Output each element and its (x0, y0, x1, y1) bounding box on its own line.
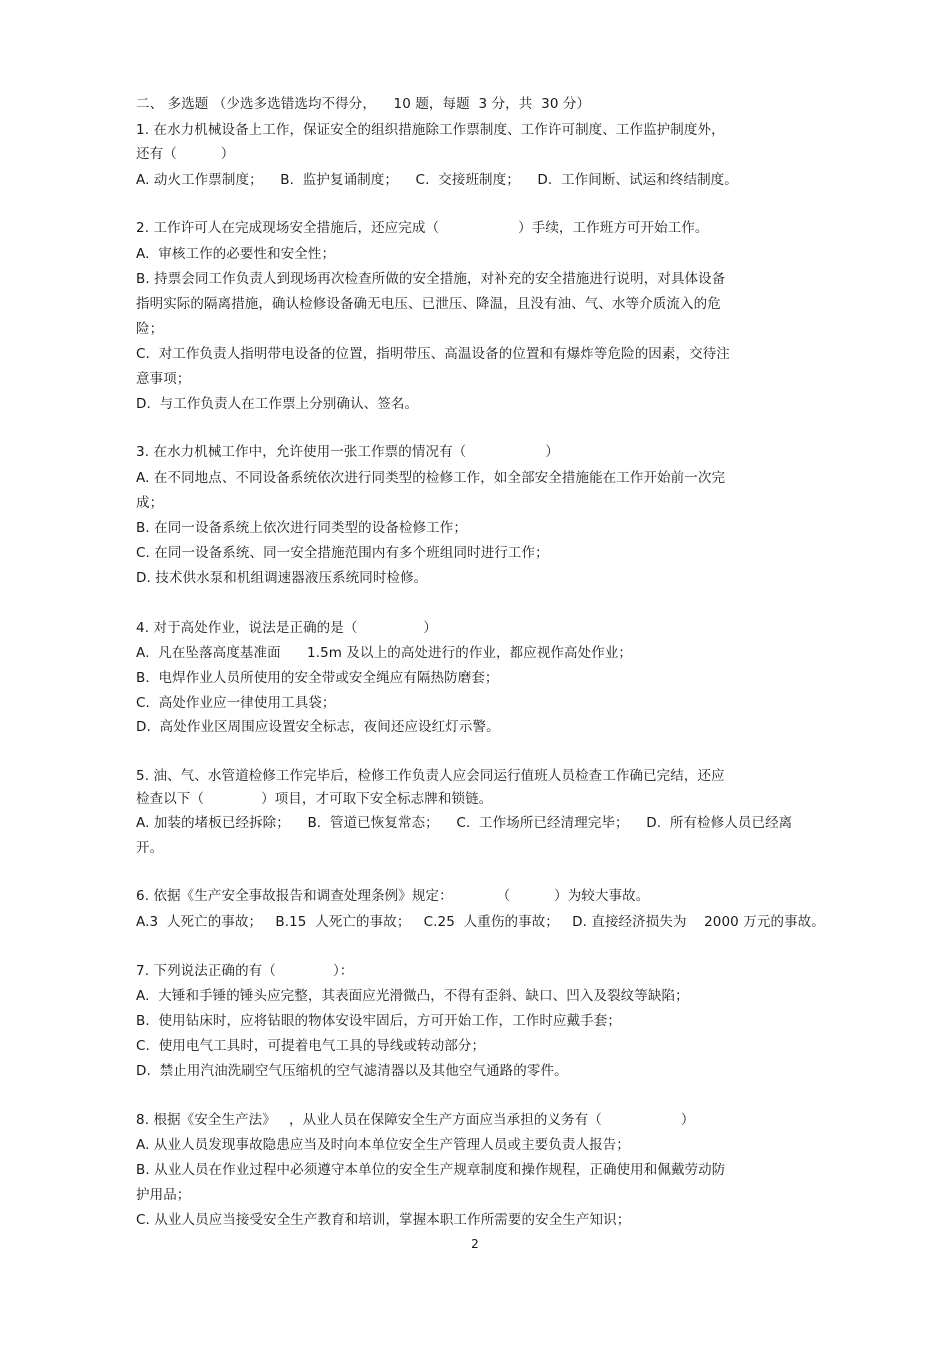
question-2-option-b-line-1: B. 持票会同工作负责人到现场再次检查所做的安全措施，对补充的安全措施进行说明，对具体设备 (136, 271, 726, 287)
question-2-option-a: A. 审核工作的必要性和安全性； (136, 246, 336, 262)
question-3-option-a-line-2: 成； (136, 495, 164, 511)
question-4-option-d: D. 高处作业区周围应设置安全标志，夜间还应设红灯示警。 (136, 719, 500, 735)
question-4-option-b: B. 电焊作业人员所使用的安全带或安全绳应有隔热防磨套； (136, 670, 499, 686)
question-4-stem: 4. 对于高处作业，说法是正确的是（ ） (136, 620, 437, 636)
question-2-option-d: D. 与工作负责人在工作票上分别确认、签名。 (136, 396, 419, 412)
question-7-option-d: D. 禁止用汽油洗刷空气压缩机的空气滤清器以及其他空气通路的零件。 (136, 1063, 568, 1079)
question-1-stem-line-1: 1. 在水力机械设备上工作，保证安全的组织措施除工作票制度、工作许可制度、工作监护制度外， (136, 122, 725, 138)
question-5-options-line-1: A. 加装的堵板已经拆除； B. 管道已恢复常态； C. 工作场所已经清理完毕； D. 所有检修人员已经离 (136, 815, 793, 831)
question-2-option-c-line-2: 意事项； (136, 371, 191, 387)
question-8-option-c: C. 从业人员应当接受安全生产教育和培训，掌握本职工作所需要的安全生产知识； (136, 1212, 631, 1228)
question-5-options-line-2: 开。 (136, 840, 164, 856)
question-2-option-b-line-2: 指明实际的隔离措施，确认检修设备确无电压、已泄压、降温，且没有油、气、水等介质流入的危 (136, 296, 721, 312)
question-3-option-b: B. 在同一设备系统上依次进行同类型的设备检修工作； (136, 520, 467, 536)
question-3-option-c: C. 在同一设备系统、同一安全措施范围内有多个班组同时进行工作； (136, 545, 549, 561)
question-7-option-b: B. 使用钻床时，应将钻眼的物体安设牢固后，方可开始工作，工作时应戴手套； (136, 1013, 621, 1029)
question-2-option-c-line-1: C. 对工作负责人指明带电设备的位置，指明带压、高温设备的位置和有爆炸等危险的因素，交待注 (136, 346, 730, 362)
question-3-option-a-line-1: A. 在不同地点、不同设备系统依次进行同类型的检修工作，如全部安全措施能在工作开始前一次完 (136, 470, 726, 486)
question-8-option-b-line-1: B. 从业人员在作业过程中必须遵守本单位的安全生产规章制度和操作规程，正确使用和佩戴劳动防 (136, 1162, 726, 1178)
question-2-option-b-line-3: 险； (136, 321, 164, 337)
question-6-options: A.3 人死亡的事故； B.15 人死亡的事故； C.25 人重伤的事故； D. 直接经济损失为 2000 万元的事故。 (136, 914, 825, 930)
question-7-option-c: C. 使用电气工具时，可提着电气工具的导线或转动部分； (136, 1038, 486, 1054)
question-8-stem: 8. 根据《安全生产法》 ，从业人员在保障安全生产方面应当承担的义务有（ ） (136, 1112, 695, 1128)
question-4-option-a: A. 凡在坠落高度基准面 1.5m 及以上的高处进行的作业，都应视作高处作业； (136, 645, 633, 661)
question-7-stem: 7. 下列说法正确的有（ ）： (136, 963, 354, 979)
question-8-option-a: A. 从业人员发现事故隐患应当及时向本单位安全生产管理人员或主要负责人报告； (136, 1137, 630, 1153)
section-heading: 二、 多选题 （少选多选错选均不得分， 10 题，每题 3 分，共 30 分） (136, 96, 591, 112)
question-7-option-a: A. 大锤和手锤的锤头应完整，其表面应光滑微凸，不得有歪斜、缺口、凹入及裂纹等缺陷； (136, 988, 689, 1004)
question-2-stem: 2. 工作许可人在完成现场安全措施后，还应完成（ ）手续，工作班方可开始工作。 (136, 220, 709, 236)
question-1-stem-line-2: 还有（ ） (136, 146, 235, 162)
question-1-options: A. 动火工作票制度； B. 监护复诵制度； C. 交接班制度； D. 工作间断、试运和终结制度。 (136, 172, 738, 188)
question-5-stem-line-2: 检查以下（ ）项目，才可取下安全标志牌和锁链。 (136, 791, 493, 807)
question-5-stem-line-1: 5. 油、气、水管道检修工作完毕后，检修工作负责人应会同运行值班人员检查工作确已完结，还应 (136, 768, 725, 784)
page-number: 2 (471, 1237, 479, 1251)
question-8-option-b-line-2: 护用品； (136, 1187, 191, 1203)
question-6-stem: 6. 依据《生产安全事故报告和调查处理条例》规定： （ ）为较大事故。 (136, 888, 650, 904)
question-3-option-d: D. 技术供水泵和机组调速器液压系统同时检修。 (136, 570, 428, 586)
question-3-stem: 3. 在水力机械工作中，允许使用一张工作票的情况有（ ） (136, 444, 559, 460)
question-4-option-c: C. 高处作业应一律使用工具袋； (136, 695, 336, 711)
